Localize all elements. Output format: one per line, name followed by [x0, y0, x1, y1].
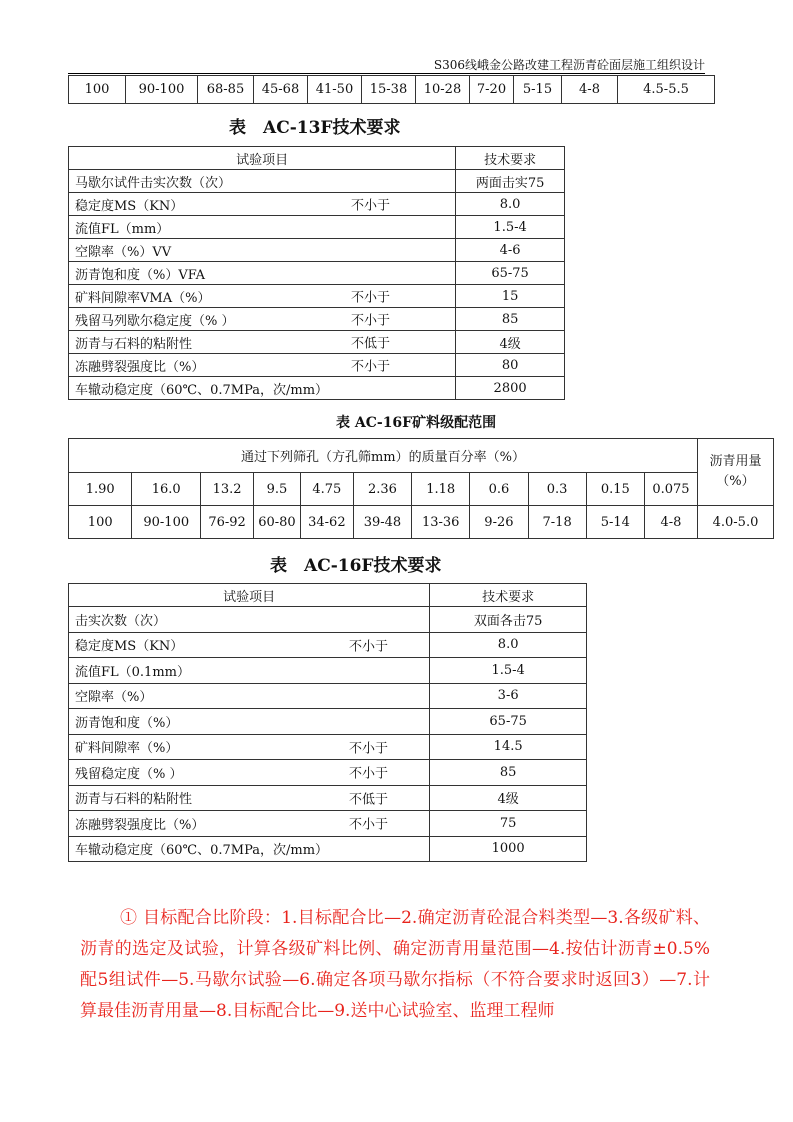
test-item: 沥青饱和度（%）: [75, 715, 179, 731]
requirement-value: 65-75: [430, 709, 587, 735]
requirement-value: 15: [456, 285, 565, 308]
test-item-cell: [69, 285, 456, 308]
page-header: S306线峨金公路改建工程沥青砼面层施工组织设计: [433, 58, 705, 72]
requirement-value: 两面击实75: [456, 170, 565, 193]
grading-cell: 68-85: [198, 76, 254, 104]
asphalt-value: 4.0-5.0: [697, 506, 773, 539]
condition: 不小于: [349, 639, 389, 655]
requirement-value: 8.0: [430, 632, 587, 658]
test-item: 沥青饱和度（%）VFA: [75, 267, 206, 283]
asphalt-header: [697, 439, 773, 506]
passing-value: 7-18: [528, 506, 586, 539]
grading-cell: 5-15: [514, 76, 562, 104]
table-row: [69, 632, 587, 658]
sieve-size: 2.36: [353, 473, 411, 506]
test-item-cell: [69, 785, 430, 811]
test-item-cell: [69, 377, 456, 400]
table-row: [69, 709, 587, 735]
table-row: [69, 760, 587, 786]
passing-value: 4-8: [644, 506, 697, 539]
passing-value: 60-80: [254, 506, 301, 539]
passing-value: 76-92: [201, 506, 254, 539]
passing-value: 34-62: [300, 506, 353, 539]
table-row: [69, 170, 565, 193]
test-item-cell: [69, 836, 430, 862]
condition: 不小于: [349, 766, 389, 782]
test-item-cell: [69, 811, 430, 837]
table-header: 试验项目: [69, 584, 430, 607]
passing-value: 13-36: [412, 506, 470, 539]
grading-cell: 45-68: [254, 76, 308, 104]
test-item-cell: [69, 734, 430, 760]
grading-cell: 15-38: [362, 76, 416, 104]
test-item-cell: [69, 239, 456, 262]
grading-cell: 100: [69, 76, 126, 104]
procedure-paragraph: ① 目标配合比阶段：1.目标配合比—2.确定沥青砼混合料类型—3.各级矿料、沥青的选定及试验，计算各级矿料比例、确定沥青用量范围—4.按估计沥青±0.5%配5组试件—5.马歇尔试验—6.确定各项马歇尔指标（不符合要求时返回3）—7.计算最佳沥青用量—8.目标配合比—9.送中心试验室、监理工程师: [80, 908, 710, 1021]
requirement-value: 8.0: [456, 193, 565, 216]
table-ac13f-caption: 表 AC-13F技术要求: [229, 118, 401, 138]
requirement-value: 80: [456, 354, 565, 377]
test-item-cell: [69, 262, 456, 285]
test-item: 空隙率（%）VV: [75, 244, 172, 260]
table-row: [69, 216, 565, 239]
sieve-size: 0.15: [586, 473, 644, 506]
table-grading: [68, 438, 774, 539]
table-row: [69, 239, 565, 262]
test-item-cell: [69, 658, 430, 684]
test-item-cell: [69, 354, 456, 377]
table-row: [69, 785, 587, 811]
test-item: 击实次数（次）: [75, 613, 167, 629]
table-ac16f: [68, 583, 587, 862]
sieve-size: 9.5: [254, 473, 301, 506]
condition: 不小于: [351, 290, 391, 306]
test-item: 矿料间隙率VMA（%）: [75, 290, 211, 306]
header-rule: [68, 73, 705, 74]
condition: 不小于: [351, 359, 391, 375]
table-row: [69, 811, 587, 837]
test-item: 沥青与石料的粘附性: [75, 792, 193, 808]
table-row: [69, 331, 565, 354]
test-item: 冻融劈裂强度比（%）: [75, 359, 205, 375]
grading-cell: 4.5-5.5: [618, 76, 715, 104]
test-item-cell: [69, 607, 430, 633]
sieve-size: 4.75: [300, 473, 353, 506]
test-item: 冻融劈裂强度比（%）: [75, 817, 205, 833]
condition: 不小于: [351, 198, 391, 214]
grading-cell: 7-20: [470, 76, 514, 104]
span-header: 通过下列筛孔（方孔筛mm）的质量百分率（%）: [69, 439, 698, 473]
requirement-value: 85: [430, 760, 587, 786]
requirement-value: 75: [430, 811, 587, 837]
test-item: 马歇尔试件击实次数（次）: [75, 175, 232, 191]
test-item: 残留稳定度（% ）: [75, 766, 183, 782]
table-row: [69, 683, 587, 709]
test-item-cell: [69, 709, 430, 735]
test-item: 矿料间隙率（%）: [75, 741, 179, 757]
requirement-value: 14.5: [430, 734, 587, 760]
sieve-size: 16.0: [132, 473, 201, 506]
grading-cell: 90-100: [126, 76, 198, 104]
requirement-value: 3-6: [430, 683, 587, 709]
condition: 不小于: [349, 741, 389, 757]
table-row: [69, 354, 565, 377]
grading-continuation-row: [68, 75, 715, 104]
test-item-cell: [69, 760, 430, 786]
table-row: [69, 607, 587, 633]
requirement-value: 双面各击75: [430, 607, 587, 633]
table-row: [69, 658, 587, 684]
sieve-size: 0.075: [644, 473, 697, 506]
test-item-cell: [69, 632, 430, 658]
test-item: 稳定度MS（KN）: [75, 198, 184, 214]
passing-value: 39-48: [353, 506, 411, 539]
test-item: 车辙动稳定度（60℃、0.7MPa，次/mm）: [75, 843, 329, 859]
requirement-value: 85: [456, 308, 565, 331]
requirement-value: 4级: [456, 331, 565, 354]
requirement-value: 1.5-4: [430, 658, 587, 684]
table-row: [69, 285, 565, 308]
requirement-value: 1.5-4: [456, 216, 565, 239]
asphalt-header-label: 沥青用量: [709, 454, 762, 469]
test-item-cell: [69, 683, 430, 709]
passing-value: 5-14: [586, 506, 644, 539]
sieve-size: 1.90: [69, 473, 132, 506]
grading-cell: 4-8: [562, 76, 618, 104]
requirement-value: 4级: [430, 785, 587, 811]
table-header: 技术要求: [430, 584, 587, 607]
table-header: 试验项目: [69, 147, 456, 170]
test-item: 车辙动稳定度（60℃、0.7MPa，次/mm）: [75, 382, 329, 398]
sieve-size: 13.2: [201, 473, 254, 506]
condition: 不低于: [351, 336, 391, 352]
test-item-cell: [69, 216, 456, 239]
table-row: [69, 262, 565, 285]
table-row: [69, 377, 565, 400]
test-item: 流值FL（0.1mm）: [75, 664, 190, 680]
table-row: [69, 836, 587, 862]
table-grading-caption: 表 AC-16F矿料级配范围: [336, 415, 497, 431]
requirement-value: 2800: [456, 377, 565, 400]
condition: 不小于: [349, 817, 389, 833]
condition: 不小于: [351, 313, 391, 329]
test-item-cell: [69, 193, 456, 216]
table-row: [69, 308, 565, 331]
test-item: 空隙率（%）: [75, 690, 153, 706]
sieve-size: 0.3: [528, 473, 586, 506]
test-item-cell: [69, 308, 456, 331]
test-item-cell: [69, 331, 456, 354]
requirement-value: 65-75: [456, 262, 565, 285]
table-ac13f: [68, 146, 565, 400]
test-item: 流值FL（mm）: [75, 221, 170, 237]
requirement-value: 1000: [430, 836, 587, 862]
sieve-size: 1.18: [412, 473, 470, 506]
asphalt-header-unit: （%）: [716, 474, 755, 489]
passing-value: 100: [69, 506, 132, 539]
passing-value: 9-26: [470, 506, 528, 539]
condition: 不低于: [349, 792, 389, 808]
test-item: 沥青与石料的粘附性: [75, 336, 193, 352]
passing-value: 90-100: [132, 506, 201, 539]
sieve-size: 0.6: [470, 473, 528, 506]
table-ac16f-caption: 表 AC-16F技术要求: [270, 556, 442, 576]
table-row: [69, 734, 587, 760]
table-row: [69, 193, 565, 216]
table-header: 技术要求: [456, 147, 565, 170]
test-item: 残留马列歇尔稳定度（% ）: [75, 313, 235, 329]
test-item: 稳定度MS（KN）: [75, 639, 184, 655]
requirement-value: 4-6: [456, 239, 565, 262]
grading-cell: 41-50: [308, 76, 362, 104]
test-item-cell: [69, 170, 456, 193]
grading-cell: 10-28: [416, 76, 470, 104]
